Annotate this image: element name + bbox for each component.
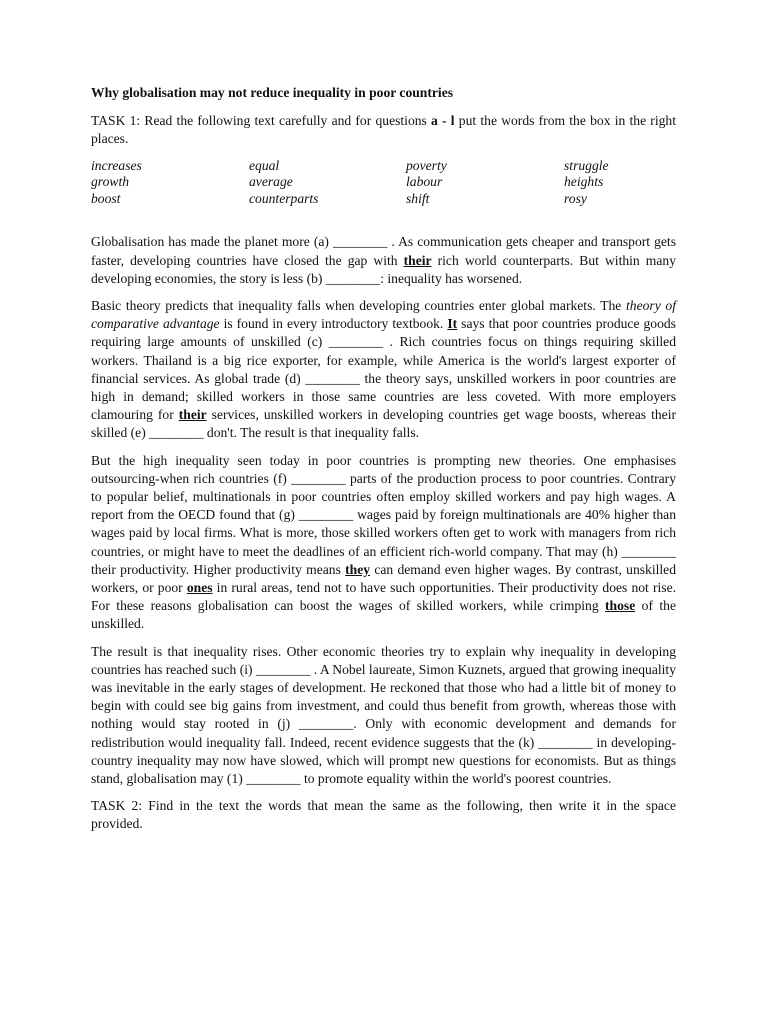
task2-instructions: TASK 2: Find in the text the words that mean the same as the following, then write it in the space provided. [91, 798, 676, 832]
word-box-item: poverty [406, 157, 447, 173]
task1-suffix: put the words from the box in the right places. [91, 113, 676, 147]
word-box-item: boost [91, 190, 121, 206]
document-page [91, 84, 676, 843]
reference-word: ones [186, 580, 213, 596]
word-box-item: shift [406, 190, 430, 206]
paragraph-4: The result is that inequality rises. Other economic theories try to explain why inequality in developing countries has reached such (i) ________ . A Nobel laureate, Simon Kuznets, argued that growing inequality was inevitable in the early stages of development. He reckoned that those who had a little bit of money to begin with could see big gains from investment, and could thus benefit from growth, whereas those with nothing would stay rooted in (j) ________. Only with economic development and demands for redistribution would inequality fall. Indeed, recent evidence suggests that the (k) ________ in developing-country inequality may now have slowed, which will prompt new questions for economists. But as things stand, globalisation may (1) ________ to promote equality within the world's poorest countries. [91, 643, 676, 787]
word-box-item: heights [564, 174, 604, 190]
paragraph-text: in rural areas, tend not to have such opportunities. Their productivity does not rise. For these reasons globalisation can boost the wages of skilled workers, while crimping [91, 580, 676, 614]
word-box-item: average [249, 174, 293, 190]
paragraph-text: of the unskilled. [91, 598, 676, 632]
paragraph-text: Globalisation has made the planet more (a) ________ . As communication gets cheaper and transport gets faster, developing countries have closed the gap with [91, 234, 676, 268]
word-box-item: struggle [564, 157, 609, 173]
task1-instructions [91, 112, 676, 148]
paragraph-1 [91, 233, 676, 288]
word-box [91, 158, 676, 208]
reference-word: It [447, 316, 458, 332]
paragraph-text: is found in every introductory textbook. [219, 316, 448, 332]
word-box-item: labour [406, 174, 443, 190]
paragraph-text: rich world counterparts. But within many developing economies, the story is less (b) ________: inequality has worsened. [91, 252, 676, 286]
word-box-item: rosy [564, 190, 587, 206]
paragraph-text: But the high inequality seen today in poor countries is prompting new theories. One emphasises outsourcing-when rich countries (f) ________ parts of the production process to poor countries. Contrary to popular belief, multinationals in poor countries often employ skilled workers and pay high wages. A report from the OECD found that (g) ________ wages paid by foreign multinationals are 40% higher than wages paid by local firms. What is more, those skilled workers often get to work with managers from rich countries, or might have to meet the deadlines of an efficient rich-world company. That may (h) ________ their productivity. Higher productivity means [91, 452, 676, 577]
reference-word: their [178, 407, 207, 423]
reference-word: those [605, 598, 636, 614]
word-box-item: equal [249, 157, 280, 173]
paragraph-2 [91, 297, 676, 443]
word-box-item: increases [91, 157, 142, 173]
paragraph-text: Basic theory predicts that inequality falls when developing countries enter global markets. The [91, 298, 627, 313]
task1-range: a - l [431, 113, 455, 129]
paragraph-text: says that poor countries produce goods requiring large amounts of unskilled (c) ________ . Rich countries focus on things requiring skilled workers. Thailand is a big rice exporter, for example, while America is the world's largest exporter of financial services. As global trade (d) ________ the theory says, unskilled workers in poor countries are high in demand; skilled workers in those same countries are less coveted. With more employers clamouring for [91, 316, 676, 423]
paragraph-text: services, unskilled workers in developing countries get wage boosts, whereas their skilled (e) ________ don't. The result is that inequality falls. [91, 407, 676, 441]
task1-prefix: TASK 1: Read the following text carefully and for questions [91, 113, 432, 129]
italic-phrase: theory of comparative advantage [91, 298, 676, 332]
word-box-item: growth [91, 174, 130, 190]
document-title: Why globalisation may not reduce inequality in poor countries [91, 85, 454, 100]
reference-word: they [345, 561, 371, 577]
paragraph-3 [91, 452, 676, 634]
reference-word: their [403, 252, 432, 268]
paragraph-text: can demand even higher wages. By contrast, unskilled workers, or poor [91, 561, 676, 596]
word-box-item: counterparts [249, 190, 319, 206]
